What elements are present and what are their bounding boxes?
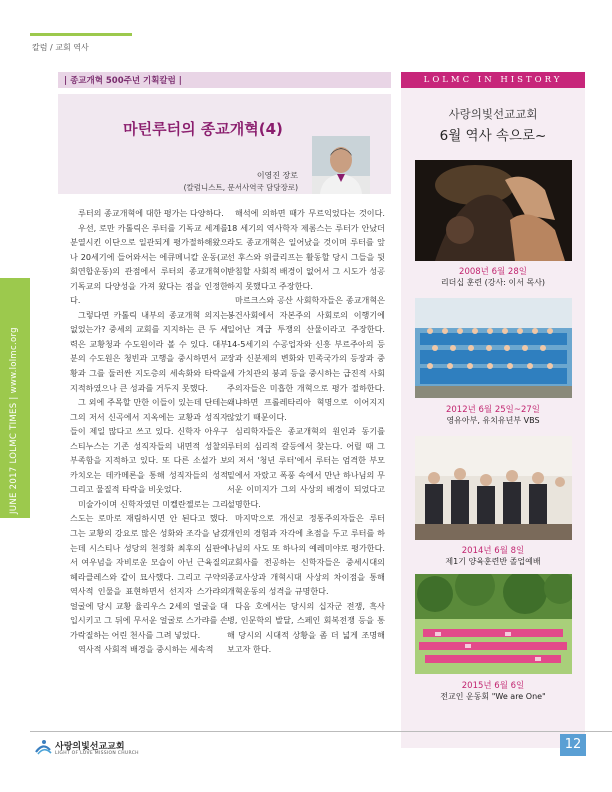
article-column-2 <box>227 206 385 657</box>
footer-divider <box>30 731 612 732</box>
history-desc: 전교인 운동회 "We are One" <box>440 692 546 701</box>
history-desc: 영유아부, 유치유년부 VBS <box>446 416 540 425</box>
paragraph: 역사적 사회적 배경을 중시하는 세속적 <box>78 644 214 655</box>
top-accent-line <box>30 33 132 36</box>
article-title: 마틴루터의 종교개혁(4) <box>123 120 283 138</box>
paragraph: 마지막으로 개신교 정통주의자들은 루터 개인의 경험과 자각에 초점을 두고 루터를 하나님의 사도 또 하나의 예레미야로 평가한다. 교회사를 전공하는 신학자들은 중세시대의 종교사상과 개혁시대 사상의 차이점을 통해 개혁운동의 성격을 규명한다. <box>227 513 385 597</box>
paragraph: 그 외에 주목할 만한 이들이 있는데 단테는 그의 저서 신곡에서 지옥에는 교황과 성직자들이 제일 많다고 쓰고 있다. 신학자 아우구스티누스는 기존 성직자들의 내면적 성찰의 부족함을 지적하고 있다. 또 다른 소설가 보카치오는 데카메론을 통해 성직자들의 성적 그리고 물질적 타락을 비웃었다. <box>70 397 228 495</box>
history-photo-2012 <box>415 298 572 398</box>
history-date: 2008년 6월 28일 <box>459 267 527 277</box>
author-photo <box>312 136 370 194</box>
history-date: 2014년 6월 8일 <box>461 546 525 556</box>
church-logo-name: 사랑의빛선교교회 <box>55 742 125 752</box>
history-desc: 제1기 양육훈련반 졸업예배 <box>445 557 541 566</box>
history-date: 2015년 6월 6일 <box>461 681 525 691</box>
author-name: 이영진 장로 <box>256 171 298 180</box>
article-column-1 <box>70 206 228 657</box>
paragraph: 우선, 로만 카톨릭은 루터를 기독교 세계를 분열시킨 이단으로 일관되게 평가절하해왔으나 20세기에 들어와서는 에큐메니칼 운동(교회연합운동)의 관점에서 루터의 종교개혁이 기독교의 다양성을 가져 왔다는 점을 인정한다. <box>70 222 228 306</box>
history-header <box>401 72 585 88</box>
paragraph: 마르크스와 공산 사회학자들은 종교개혁은 봉건사회에서 자본주의 사회로의 이행기에 일어난 계급 투쟁의 산물이라고 주장한다. 14-5세기의 수공업자와 신흥 부르주아의 등장과 신분제의 변화와 민족국가의 등장과 중세 가치관의 붕괴 등을 중시하는 급진적 사회주의자들은 미흡한 개혁으로 평가 절하한다. 왜냐하면 프롤레타리아 혁명으로 이어지지 않았기 때문이다. <box>227 295 385 422</box>
church-logo-icon <box>34 738 52 756</box>
paragraph: 미술가이며 신학자였던 미켈란젤로는 그리스도는 로마로 재림하시면 안 된다고 했다. 그는 교황의 강요로 많은 성화와 조각을 남겼는데 시스티나 성당의 천정화 최후의 심판에서 여우넘을 자비로운 모습이 아닌 근육질의 헤라클레스와 같이 묘사했다. 그리고 구약의 역사적 인물을 표현하면서 선지자 스가랴의 얼굴에 당시 교황 율리우스 2세의 얼굴을 대입시키고 그 뒤에 무서운 얼굴로 스가랴를 손가락질하는 어린 천사를 그려 넣었다. <box>70 498 228 640</box>
history-title-month: 6월 역사 속으로~ <box>439 128 547 144</box>
page-number: 12 <box>560 734 586 756</box>
history-date: 2012년 6월 25일~27일 <box>445 405 541 415</box>
paragraph: 해석에 의하면 때가 무르익었다는 것이다. 18 세기의 역사학자 제롬스는 루터가 안났더라도 종교개혁은 일어났을 것이며 루터를 앞선 후스와 위클리프는 활동할 당시 그들을 뒷받침할 사회적 배경이 없어서 그 시도가 성공하지 못했다고 주장한다. <box>227 208 385 291</box>
paragraph: 루터의 종교개혁에 대한 평가는 다양하다. <box>78 208 224 218</box>
history-title-church: 사랑의빛선교교회 <box>448 107 538 121</box>
breadcrumb: 칼럼 / 교회 역사 <box>32 43 89 52</box>
paragraph: 그렇다면 카톨릭 내부의 종교개혁 의지는 없었는가? 중세의 교회를 지지하는 큰 두 세력은 교황청과 수도원이라 볼 수 있다. 대부분의 수도원은 청빈과 고행을 중시하면서 교황과 그를 둘러싼 지도층의 세속화와 타락을 지적하였으나 큰 성과를 거두지 못했다. <box>70 309 228 393</box>
history-photo-2015 <box>415 574 572 674</box>
history-photo-2008 <box>415 160 572 261</box>
column-header <box>58 72 391 88</box>
author-role: (칼럼니스트, 문서사역국 담당장로) <box>183 183 298 192</box>
history-header-label: LOLMC IN HISTORY <box>423 75 563 85</box>
column-header-label: | 종교개혁 500주년 기획칼럼 | <box>64 76 182 86</box>
paragraph: 심리학자들은 종교개혁의 원인과 동기를 루터의 심리적 갈등에서 찾는다. 어릴 때 그의 저서 '청년 루터'에서 루터는 엄격한 부모 밑에서 자랐고 폭풍 속에서 만난 하나님의 무서운 이미지가 그의 사상의 배경이 되었다고 설명한다. <box>227 426 385 509</box>
sidebar-label: JUNE 2017 LOLMC TIMES | www.lolmc.org <box>9 327 19 514</box>
history-photo-2014 <box>415 436 572 540</box>
paragraph: 다음 호에서는 당시의 십자군 전쟁, 흑사병, 인문학의 발달, 스페인 회복전쟁 등을 통해 당시의 시대적 상황을 좀 더 넓게 조명해 보고자 한다. <box>227 600 385 655</box>
church-logo-subtitle: LIGHT OF LOVE MISSION CHURCH <box>55 751 139 756</box>
history-desc: 리더십 훈련 (강사: 이서 목사) <box>440 278 546 287</box>
